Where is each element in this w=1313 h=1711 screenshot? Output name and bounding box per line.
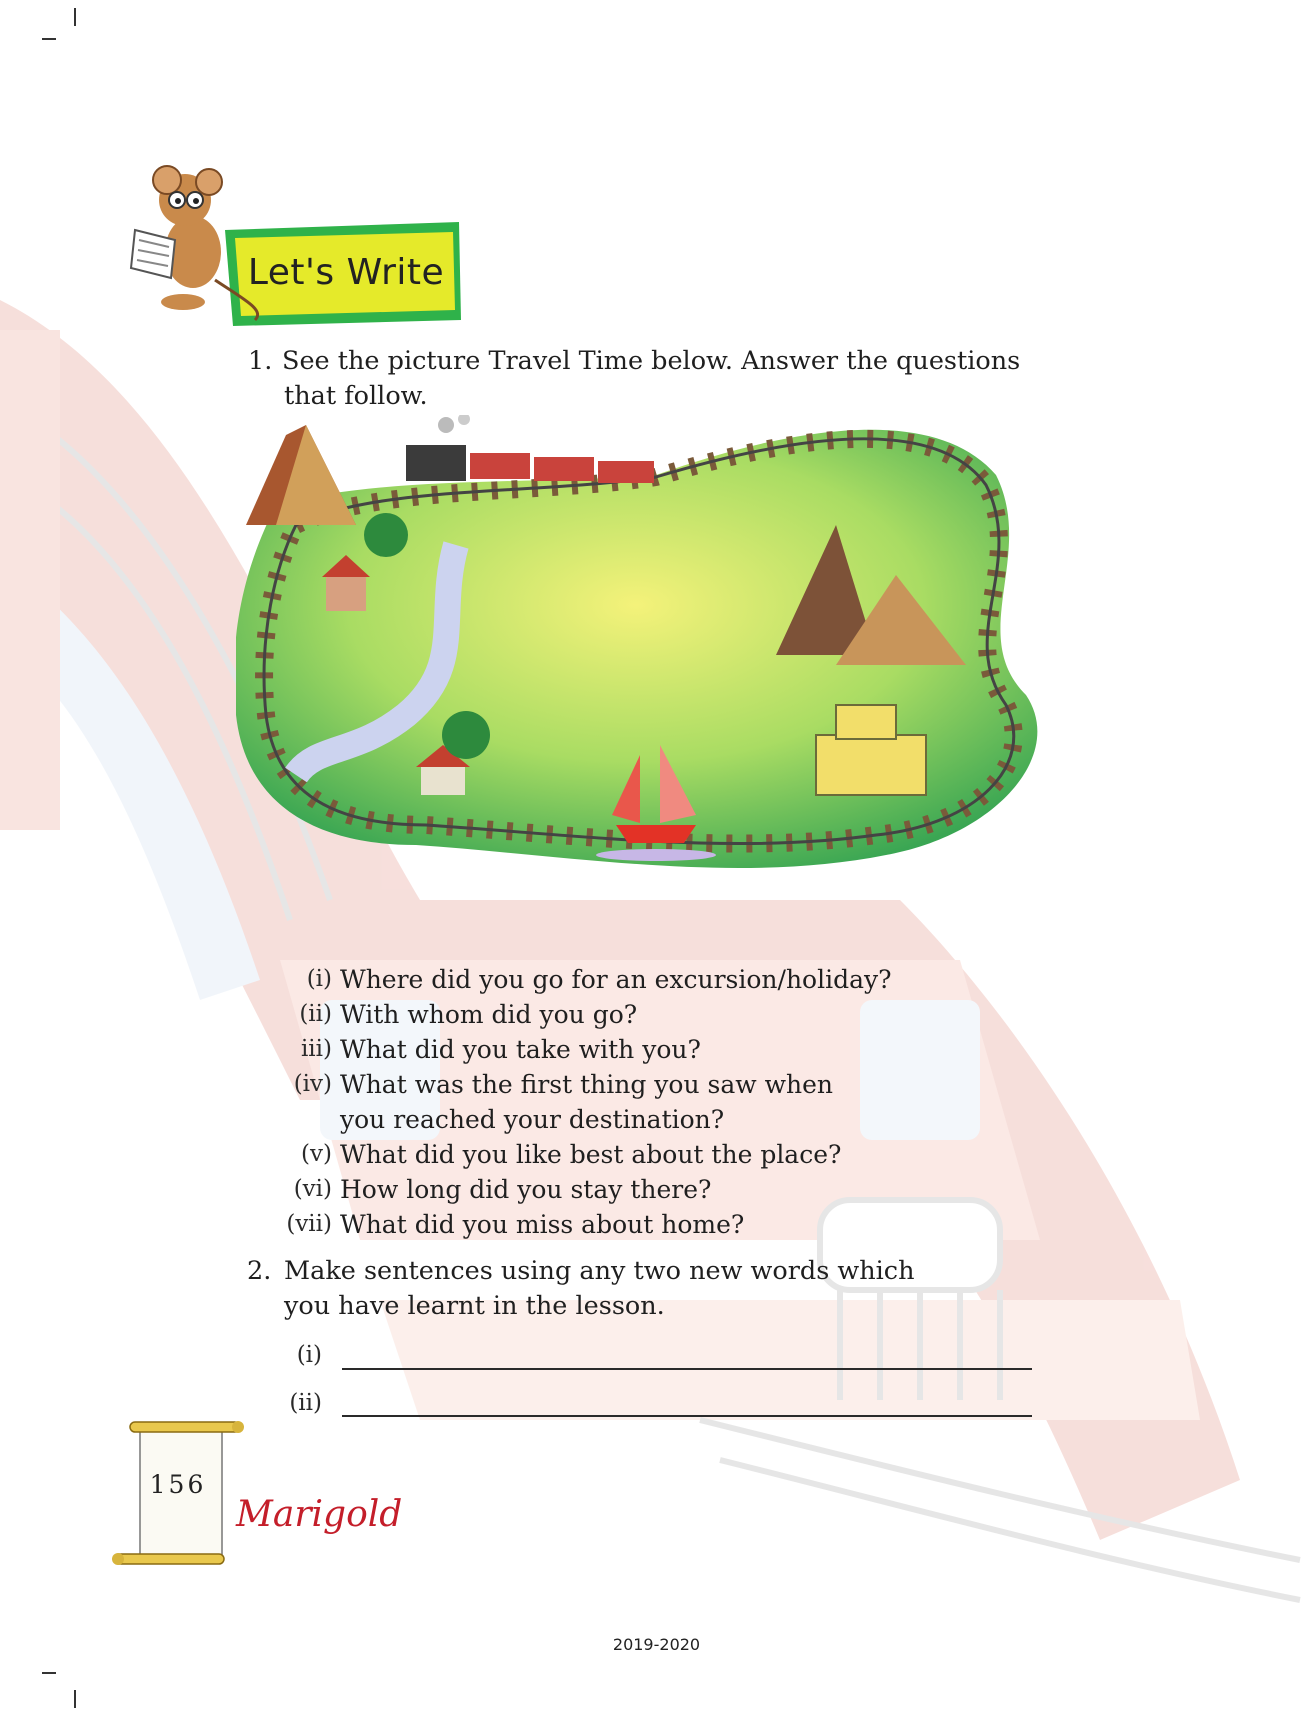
year-label: 2019-2020 [612, 1635, 701, 1654]
sub-question-number: (v) [301, 1141, 332, 1167]
sub-question-text: What did you take with you? [340, 1035, 701, 1064]
section-heading: Let's Write [247, 251, 445, 293]
sub-question-number: (vi) [293, 1176, 332, 1202]
sub-question-number: iii) [300, 1036, 332, 1062]
question-2-text: Make sentences using any two new words which [284, 1256, 915, 1286]
answer-line[interactable] [342, 1368, 1032, 1370]
sub-question-number: (iv) [293, 1071, 332, 1097]
question-1-text: that follow. [284, 381, 428, 411]
question-1-number: 1. [248, 346, 273, 376]
answer-number: (i) [296, 1342, 322, 1368]
train-track-landscape-illustration [236, 415, 1052, 915]
sub-question-text: Where did you go for an excursion/holiday? [340, 965, 892, 994]
sub-question-number: (i) [306, 966, 332, 992]
sub-question-text: you reached your destination? [340, 1105, 725, 1134]
sub-question-text: With whom did you go? [340, 1000, 638, 1029]
question-1-text: See the picture Travel Time below. Answer the questions [282, 346, 1021, 376]
answer-number: (ii) [289, 1390, 322, 1416]
sub-question-number: (ii) [299, 1001, 332, 1027]
question-2-number: 2. [247, 1256, 272, 1286]
sub-question-text: What did you miss about home? [340, 1210, 745, 1239]
sub-question-number: (vii) [286, 1211, 332, 1237]
sub-question-text: What was the first thing you saw when [340, 1070, 834, 1099]
answer-line[interactable] [342, 1415, 1032, 1417]
question-2-text: you have learnt in the lesson. [284, 1291, 665, 1321]
book-title: Marigold [236, 1494, 403, 1535]
sub-question-text: How long did you stay there? [340, 1175, 712, 1204]
page-number: 156 [149, 1470, 207, 1499]
sub-question-text: What did you like best about the place? [340, 1140, 842, 1169]
